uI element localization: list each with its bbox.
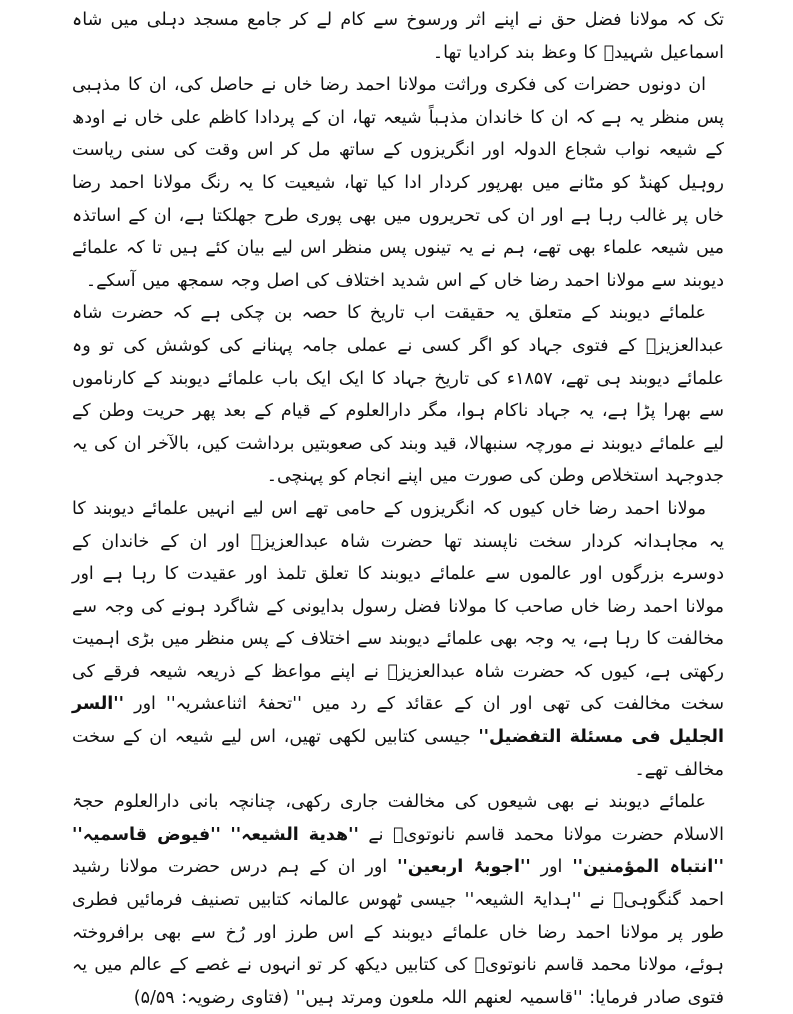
book-title-ajwiba-arbain: ''اجوبۂ اربعین'' [397,857,531,878]
paragraph-5-text: علمائے دیوبند نے بھی شیعوں کی مخالفت جاری رکھی، چنانچہ بانی دارالعلوم حجۃ الاسلام حضرت مولانا محمد قاسم نانوتویؒ نے [72,792,724,845]
paragraph-4-text: مولانا احمد رضا خاں کیوں کہ انگریزوں کے حامی تھے اس لیے انہیں علمائے دیوبند کا یہ مجاہدانہ کردار سخت ناپسند تھا حضرت شاہ عبدالعزیزؒ اور ان کے خاندان کے دوسرے بزرگوں اور عالموں سے علمائے دیوبند کا تعلق تلمذ اور عقیدت کا رہا ہے اور مولانا احمد رضا خاں صاحب کا مولانا فضل رسول بدایونی کے شاگرد ہونے کی وجہ سے مخالفت کا رہا ہے، یہ وجہ بھی علمائے دیوبند سے اختلاف کے پس منظر میں بڑی اہمیت رکھتی ہے، کیوں کہ حضرت شاہ عبدالعزیزؒ نے اپنے مواعظ کے ذریعہ شیعہ فرقے کی سخت مخالفت کی تھی اور ان کے عقائد کے رد میں ''تحفۂ اثناعشریہ'' اور [72,498,724,715]
paragraph-4-text-end: جیسی کتابیں لکھی تھیں، اس لیے شیعہ ان کے سخت مخالف تھے۔ [72,727,724,780]
paragraph-2 [72,69,724,297]
paragraph-5-space-1 [221,825,230,845]
paragraph-1-text: تک کہ مولانا فضل حق نے اپنے اثر ورسوخ سے کام لے کر جامع مسجد دہلی میں شاہ اسماعیل شہیدؒ کا وعظ بند کرادیا تھا۔ [72,10,724,63]
book-title-hadiyat-al-shia: ''ھدیة الشیعہ'' [230,824,359,845]
document-page [72,4,725,1008]
book-title-fuyuz-qasimiya: ''فیوض قاسمیہ'' [72,824,221,845]
paragraph-5-text-rest: اور ان کے ہم درس حضرت مولانا رشید احمد گنگوہیؒ نے ''ہدایۃ الشیعہ'' جیسی ٹھوس عالمانہ کتابیں تصنیف فرمائیں فطری طور پر مولانا احمد رضا خاں علمائے دیوبند کے اس طرز اور رُخ سے بھی برافروختہ ہوئے، مولانا محمد قاسم نانوتویؒ کی کتابیں دیکھ کر تو انہوں نے غصے کے عالم میں یہ فتوی صادر فرمایا: ''قاسمیہ لعنھم اللہ ملعون ومرتد ہیں'' [72,857,724,1008]
paragraph-3-text: علمائے دیوبند کے متعلق یہ حقیقت اب تاریخ کا حصہ بن چکی ہے کہ حضرت شاہ عبدالعزیزؒ کے فتوی جہاد کو اگر کسی نے عملی جامہ پہنانے کی کوشش کی تو وہ علمائے دیوبند ہی تھے، ۱۸۵۷ء کی تاریخ جہاد کا ایک ایک باب علمائے دیوبند کے کارناموں سے بھرا پڑا ہے، یہ جہاد ناکام ہوا، مگر دارالعلوم کے قیام کے بعد پھر حریت وطن کے لیے علمائے دیوبند نے مورچہ سنبھالا، قید وبند کی صعوبتیں برداشت کیں، بالآخر ان کی یہ جدوجہد استخلاص وطن کی صورت میں اپنے انجام کو پہنچی۔ [72,303,724,487]
paragraph-4 [72,493,724,786]
book-title-al-sirr-al-jalil: ''السر الجلیل فی مسئلة التفضیل'' [72,694,725,748]
paragraph-1 [72,4,724,69]
paragraph-2-text: ان دونوں حضرات کی فکری وراثت مولانا احمد رضا خاں نے حاصل کی، ان کا مذہبی پس منظر یہ ہے کہ ان کا خاندان مذہباً شیعہ تھا، ان کے پردادا کاظم علی خاں نے اودھ کے شیعہ نواب شجاع الدولہ اور انگریزوں کے ساتھ مل کر اس وقت کی سنی ریاست روہیل کھنڈ کو مٹانے میں بھرپور کردار ادا کیا تھا، شیعیت کا یہ رنگ مولانا احمد رضا خاں پر غالب رہا ہے اور ان کی تحریروں میں بھی پوری طرح جھلکتا ہے، ان کے اساتذہ میں شیعہ علماء بھی تھے، ہم نے یہ تینوں پس منظر اس لیے بیان کئے ہیں تا کہ علمائے دیوبند سے مولانا احمد رضا خاں کے اس شدید اختلاف کی اصل وجہ سمجھ میں آسکے۔ [72,75,724,291]
paragraph-5 [72,786,724,1014]
paragraph-3 [72,297,724,493]
reference-citation: (فتاوی رضویہ: ۵/۵۹) [133,987,296,1008]
paragraph-5-conjunction: اور [530,857,573,878]
book-title-intibah-al-muminin: ''انتباہ المؤمنین'' [572,857,724,878]
